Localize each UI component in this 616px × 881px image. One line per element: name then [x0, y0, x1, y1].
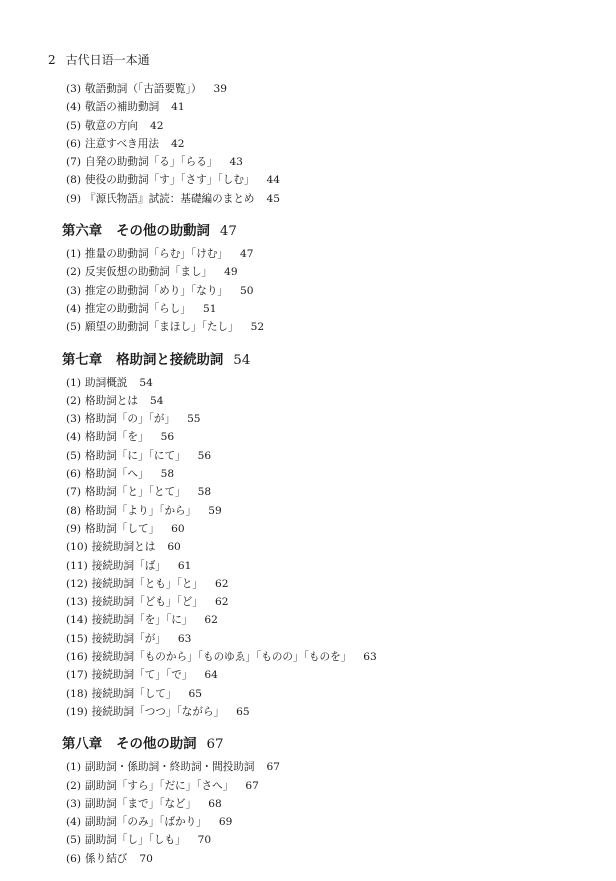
entry-title: 格助詞「に」「にて」 — [85, 449, 186, 462]
entry-title: 接続助詞「ものから」「ものゆゑ」「ものの」「ものを」 — [91, 651, 352, 664]
entry-page: 42 — [170, 137, 185, 150]
entry-number: (6) — [66, 468, 82, 481]
entry-number: (7) — [66, 156, 82, 169]
running-head — [48, 51, 150, 68]
entry-page: 55 — [187, 413, 201, 426]
entry-number: (10) — [66, 541, 88, 554]
page-number: 2 — [48, 53, 56, 67]
toc-entry — [0, 685, 616, 703]
toc-entry — [0, 447, 616, 465]
entry-number: (5) — [66, 449, 82, 462]
entry-title: 格助詞とは — [85, 394, 138, 407]
entry-page: 50 — [240, 284, 254, 297]
entry-number: (11) — [66, 559, 88, 572]
toc-entry — [0, 80, 616, 98]
entry-page: 39 — [213, 83, 228, 95]
entry-number: (6) — [66, 852, 82, 865]
entry-title: 格助詞「して」 — [85, 522, 160, 535]
entry-page: 61 — [177, 559, 192, 572]
entry-page: 41 — [171, 101, 185, 114]
entry-number: (1) — [66, 248, 82, 261]
toc-entry — [0, 282, 616, 300]
chapter-page: 67 — [206, 737, 224, 753]
toc-entry — [0, 171, 616, 189]
entry-page: 47 — [240, 248, 254, 261]
chapter-title: その他の助動詞 — [116, 224, 210, 240]
entry-title: 使役の助動詞「す」「さす」「しむ」 — [85, 174, 255, 187]
entry-title: 接続助詞「とも」「と」 — [91, 577, 203, 590]
toc-entry — [0, 300, 616, 318]
entry-page: 60 — [167, 541, 181, 554]
entry-title: 副助詞「し」「しも」 — [85, 834, 186, 847]
entry-title: 格助詞「と」「とて」 — [85, 486, 186, 499]
entry-number: (3) — [66, 413, 82, 426]
toc-entry — [0, 538, 616, 556]
entry-number: (4) — [66, 816, 82, 829]
entry-title: 副助詞「まで」「など」 — [85, 797, 197, 810]
entry-page: 68 — [208, 797, 222, 810]
entry-number: (8) — [66, 504, 82, 517]
chapter-title: その他の助詞 — [116, 737, 197, 753]
chapter-heading — [0, 349, 616, 373]
entry-page: 58 — [197, 486, 212, 499]
entry-page: 62 — [214, 596, 229, 609]
toc-entry — [0, 593, 616, 611]
entry-number: (6) — [66, 137, 82, 150]
entry-page: 54 — [149, 394, 164, 407]
entry-page: 56 — [197, 449, 212, 462]
entry-page: 64 — [204, 669, 218, 682]
entry-number: (3) — [66, 83, 82, 95]
entry-page: 49 — [224, 266, 238, 279]
entry-title: 副助詞・係助詞・終助詞・間投助詞 — [85, 761, 255, 774]
entry-title: 格助詞「の」「が」 — [85, 413, 176, 426]
toc-entry — [0, 410, 616, 428]
entry-page: 69 — [218, 816, 233, 829]
entry-title: 推量の助動詞「らむ」「けむ」 — [85, 248, 229, 261]
entry-number: (7) — [66, 486, 82, 499]
entry-title: 副助詞「のみ」「ばかり」 — [85, 816, 207, 829]
toc-entry — [0, 557, 616, 575]
entry-number: (3) — [66, 797, 82, 810]
entry-number: (2) — [66, 266, 82, 279]
chapter-number: 第六章 — [62, 224, 103, 240]
entry-title: 願望の助動詞「まほし」「たし」 — [85, 321, 239, 334]
toc-entry — [0, 520, 616, 538]
entry-number: (17) — [66, 669, 88, 682]
entry-number: (1) — [66, 376, 82, 389]
entry-title: 反実仮想の助動詞「まし」 — [85, 266, 213, 279]
entry-number: (3) — [66, 284, 82, 297]
toc-entry — [0, 502, 616, 520]
entry-title: 接続助詞「して」 — [91, 687, 177, 700]
toc-entry — [0, 374, 616, 392]
entry-page: 60 — [171, 522, 185, 535]
toc-entry — [0, 483, 616, 501]
entry-number: (1) — [66, 761, 82, 774]
entry-title: 敬語動詞（「古語要覧」） — [85, 83, 202, 95]
entry-page: 51 — [202, 302, 217, 315]
toc-entry — [0, 153, 616, 171]
toc-entry — [0, 831, 616, 849]
toc-entry — [0, 850, 616, 868]
toc-entry — [0, 135, 616, 153]
chapter-number: 第八章 — [62, 737, 103, 753]
toc-entry — [0, 777, 616, 795]
entry-page: 70 — [139, 852, 153, 865]
entry-page: 45 — [266, 192, 280, 205]
entry-number: (18) — [66, 687, 88, 700]
entry-title: 接続助詞とは — [91, 541, 156, 554]
entry-page: 43 — [229, 156, 243, 169]
toc-entry — [0, 98, 616, 116]
book-title: 古代日语一本通 — [65, 53, 150, 67]
entry-title: 接続助詞「て」「で」 — [91, 669, 193, 682]
entry-title: 推定の助動詞「らし」 — [85, 302, 191, 315]
toc-entry — [0, 813, 616, 831]
toc-entry — [0, 630, 616, 648]
toc-entry — [0, 245, 616, 263]
toc-entry — [0, 575, 616, 593]
chapter-page: 47 — [219, 224, 237, 240]
entry-title: 接続助詞「が」 — [91, 632, 166, 645]
toc-entry — [0, 263, 616, 281]
entry-number: (16) — [66, 651, 88, 664]
chapter-heading — [0, 220, 616, 244]
entry-page: 67 — [245, 779, 259, 792]
entry-title: 接続助詞「つつ」「ながら」 — [91, 705, 225, 718]
entry-title: 接続助詞「を」「に」 — [91, 614, 193, 627]
entry-number: (2) — [66, 394, 82, 407]
entry-title: 副助詞「すら」「だに」「さへ」 — [85, 779, 234, 792]
toc-entry — [0, 611, 616, 629]
entry-page: 67 — [266, 761, 280, 774]
entry-title: 敬語の補助動詞 — [85, 101, 160, 114]
entry-number: (15) — [66, 632, 88, 645]
entry-number: (14) — [66, 614, 88, 627]
entry-number: (5) — [66, 321, 82, 334]
entry-title: 係り結び — [85, 852, 128, 865]
entry-number: (5) — [66, 834, 82, 847]
entry-number: (4) — [66, 302, 82, 315]
entry-page: 54 — [139, 376, 153, 389]
toc-entry — [0, 666, 616, 684]
entry-number: (9) — [66, 192, 82, 205]
chapter-number: 第七章 — [62, 352, 103, 368]
entry-number: (2) — [66, 779, 82, 792]
toc-entry — [0, 190, 616, 208]
entry-title: 推定の助動詞「めり」「なり」 — [85, 284, 229, 297]
toc-entry — [0, 703, 616, 721]
entry-page: 63 — [177, 632, 192, 645]
entry-page: 52 — [250, 321, 265, 334]
entry-number: (4) — [66, 101, 82, 114]
entry-title: 『源氏物語』試読：基礎編のまとめ — [85, 192, 255, 205]
entry-number: (4) — [66, 431, 82, 444]
entry-page: 62 — [214, 577, 229, 590]
entry-number: (8) — [66, 174, 82, 187]
toc-entry — [0, 758, 616, 776]
entry-page: 56 — [160, 431, 175, 444]
toc-entry — [0, 318, 616, 336]
entry-title: 格助詞「へ」 — [85, 468, 149, 481]
entry-number: (13) — [66, 596, 88, 609]
toc-entry — [0, 795, 616, 813]
entry-title: 敬意の方向 — [85, 119, 138, 132]
entry-page: 58 — [160, 468, 175, 481]
entry-number: (5) — [66, 119, 82, 132]
entry-title: 自発の助動詞「る」「らる」 — [85, 156, 218, 169]
chapter-title: 格助詞と接続助詞 — [116, 352, 224, 368]
entry-page: 70 — [197, 834, 212, 847]
entry-page: 65 — [188, 687, 202, 700]
entry-page: 59 — [208, 504, 222, 517]
entry-title: 格助詞「を」 — [85, 431, 149, 444]
chapter-page: 54 — [233, 352, 251, 368]
chapter-heading — [0, 733, 616, 757]
entry-title: 注意すべき用法 — [85, 137, 159, 150]
toc-entry — [0, 648, 616, 666]
entry-page: 65 — [236, 705, 250, 718]
entry-title: 助詞概説 — [85, 376, 128, 389]
entry-title: 接続助詞「ば」 — [91, 559, 166, 572]
entry-number: (19) — [66, 705, 88, 718]
toc-entry — [0, 465, 616, 483]
entry-page: 62 — [204, 614, 218, 627]
toc-entry — [0, 428, 616, 446]
entry-page: 44 — [266, 174, 280, 187]
toc-entry — [0, 117, 616, 135]
entry-title: 接続助詞「ども」「ど」 — [91, 596, 203, 609]
entry-number: (9) — [66, 522, 82, 535]
entry-page: 42 — [149, 119, 164, 132]
entry-number: (12) — [66, 577, 88, 590]
table-of-contents — [0, 80, 616, 868]
toc-entry — [0, 392, 616, 410]
entry-page: 63 — [363, 651, 377, 664]
entry-title: 格助詞「より」「から」 — [85, 504, 197, 517]
